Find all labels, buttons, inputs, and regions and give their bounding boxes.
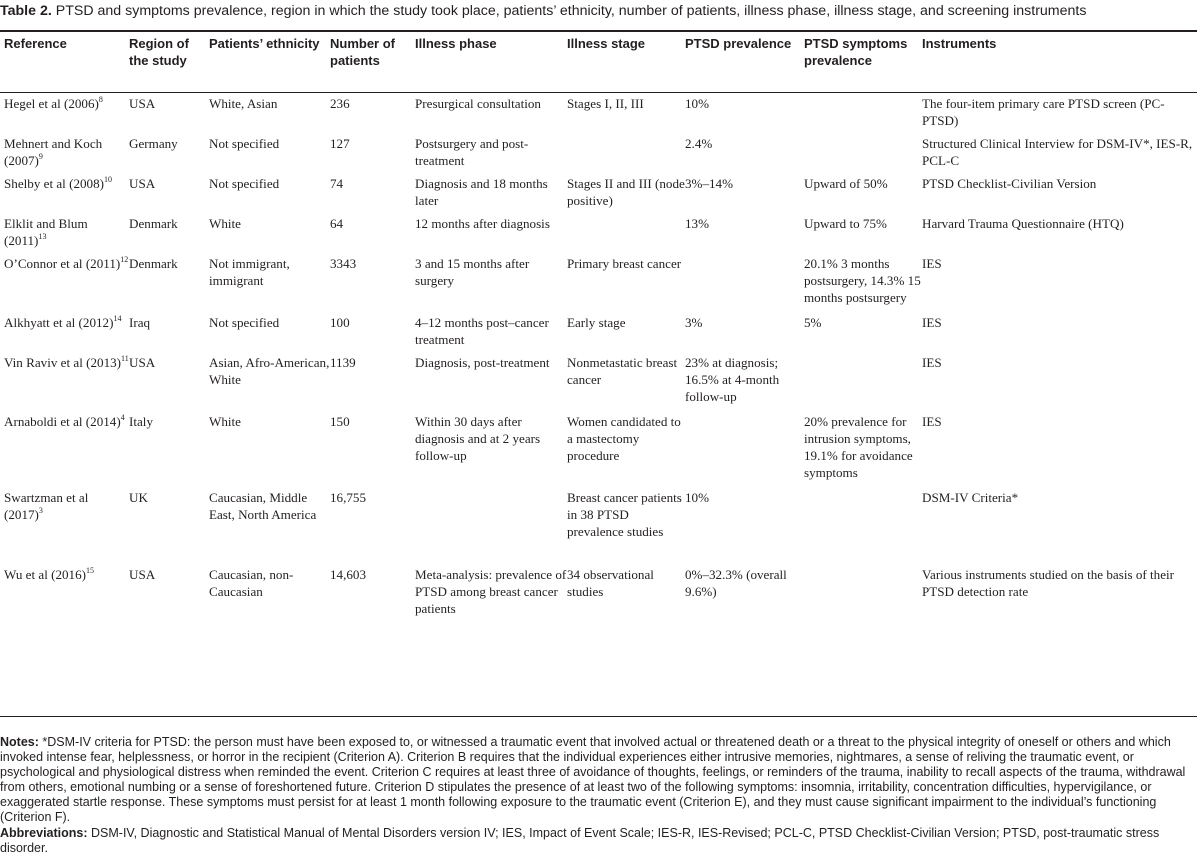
- cell-symptoms: [804, 89, 922, 129]
- reference-text: O’Connor et al (2011): [4, 256, 121, 271]
- cell-symptoms: 20% prevalence for intrusion symptoms, 19.1% for avoidance symptoms: [804, 414, 913, 480]
- cell-instruments: IES: [922, 256, 942, 271]
- cell-region: Iraq: [129, 315, 151, 330]
- cell-region: USA: [129, 355, 156, 370]
- column-header: Region of the study: [129, 36, 189, 68]
- reference-text: Mehnert and Koch (2007): [4, 136, 103, 168]
- reference-citation: 11: [121, 354, 129, 363]
- cell-stage: Stages II and III (node positive): [567, 176, 685, 208]
- cell-region: Denmark: [129, 216, 178, 231]
- cell-stage: 34 observational studies: [567, 567, 654, 599]
- column-header: Reference: [4, 36, 67, 51]
- cell-instruments: IES: [922, 414, 942, 429]
- cell-n: 150: [330, 414, 350, 429]
- table-row: [0, 129, 1197, 169]
- cell-region: USA: [129, 567, 156, 582]
- table-body: [0, 89, 1197, 637]
- reference-citation: 12: [120, 255, 129, 264]
- reference-citation: 4: [120, 413, 125, 422]
- cell-stage: Early stage: [567, 315, 626, 330]
- cell-n: 1139: [330, 355, 356, 370]
- table-bottom-rule: [0, 716, 1197, 717]
- cell-instruments: The four-item primary care PTSD screen (PC-PTSD): [922, 96, 1165, 128]
- column-header: Illness stage: [567, 36, 646, 51]
- cell-reference: [0, 560, 129, 637]
- reference-text: Vin Raviv et al (2013): [4, 355, 122, 370]
- cell-ethnicity: White, Asian: [209, 96, 278, 111]
- cell-symptoms: 20.1% 3 months postsurgery, 14.3% 15 months postsurgery: [804, 256, 921, 305]
- column-header: Instruments: [922, 36, 997, 51]
- reference-text: Elklit and Blum (2011): [4, 216, 88, 248]
- cell-n: 16,755: [330, 490, 367, 505]
- cell-phase: 4–12 months post–cancer treatment: [415, 315, 549, 347]
- cell-n: 3343: [330, 256, 357, 271]
- cell-ptsd: 23% at diagnosis; 16.5% at 4-month follow-up: [685, 355, 780, 404]
- reference-citation: 13: [38, 232, 47, 241]
- cell-symptoms: [804, 483, 922, 560]
- reference-text: Wu et al (2016): [4, 567, 87, 582]
- column-header: Number of patients: [330, 36, 395, 68]
- column-header: PTSD symptoms prevalence: [804, 36, 908, 68]
- reference-citation: 9: [38, 152, 43, 161]
- cell-phase: Diagnosis, post-treatment: [415, 355, 550, 370]
- reference-citation: 14: [113, 314, 122, 323]
- cell-ptsd: 2.4%: [685, 136, 713, 151]
- table-caption-label: Table 2.: [0, 3, 52, 19]
- cell-stage: [567, 129, 685, 169]
- reference-text: Arnaboldi et al (2014): [4, 414, 121, 429]
- table-row: [0, 560, 1197, 637]
- reference-text: Shelby et al (2008): [4, 176, 104, 191]
- cell-symptoms: 5%: [804, 315, 822, 330]
- cell-instruments: Structured Clinical Interview for DSM-IV*, IES-R, PCL-C: [922, 136, 1193, 168]
- cell-region: UK: [129, 490, 148, 505]
- cell-phase: Diagnosis and 18 months later: [415, 176, 548, 208]
- reference-citation: 3: [38, 506, 43, 515]
- table-footnotes: [0, 735, 1200, 856]
- cell-ethnicity: Not specified: [209, 136, 280, 151]
- cell-ptsd: [685, 249, 804, 308]
- cell-phase: Postsurgery and post-treatment: [415, 136, 529, 168]
- cell-phase: Presurgical consultation: [415, 96, 541, 111]
- cell-ethnicity: Asian, Afro-American, White: [209, 355, 330, 387]
- table-row: [0, 209, 1197, 249]
- cell-reference: [0, 209, 129, 249]
- table-row: [0, 308, 1197, 348]
- cell-reference: [0, 129, 129, 169]
- cell-stage: Primary breast cancer: [567, 256, 682, 271]
- cell-symptoms: [804, 129, 922, 169]
- cell-ethnicity: Caucasian, non-Caucasian: [209, 567, 294, 599]
- cell-ptsd: 10%: [685, 490, 710, 505]
- cell-n: 127: [330, 136, 350, 151]
- cell-n: 14,603: [330, 567, 367, 582]
- cell-instruments: Various instruments studied on the basis of their PTSD detection rate: [922, 567, 1175, 599]
- column-header: Illness phase: [415, 36, 497, 51]
- table-caption-text: PTSD and symptoms prevalence, region in which the study took place, patients’ ethnicity, number of patients, illness phase, illness stage, and screening instruments: [55, 3, 1087, 19]
- cell-region: USA: [129, 96, 156, 111]
- prevalence-table: [0, 32, 1197, 637]
- cell-reference: [0, 169, 129, 209]
- cell-n: 100: [330, 315, 350, 330]
- cell-ptsd: 13%: [685, 216, 710, 231]
- cell-region: Denmark: [129, 256, 178, 271]
- cell-ethnicity: Not immigrant, immigrant: [209, 256, 290, 288]
- table-row: [0, 407, 1197, 483]
- abbreviations-label: Abbreviations:: [0, 825, 88, 840]
- table-row: [0, 483, 1197, 560]
- reference-text: Hegel et al (2006): [4, 96, 99, 111]
- cell-phase: Meta-analysis: prevalence of PTSD among breast cancer patients: [415, 567, 567, 616]
- cell-region: USA: [129, 176, 156, 191]
- cell-ethnicity: Not specified: [209, 315, 280, 330]
- cell-n: 64: [330, 216, 344, 231]
- notes-label: Notes:: [0, 735, 39, 749]
- reference-citation: 8: [98, 95, 103, 104]
- cell-ethnicity: White: [209, 414, 241, 429]
- cell-phase: [415, 483, 567, 560]
- table-row: [0, 348, 1197, 407]
- table-header-row: [0, 32, 1197, 89]
- cell-ptsd: 3%–14%: [685, 176, 734, 191]
- cell-symptoms: Upward to 75%: [804, 216, 887, 231]
- cell-reference: [0, 348, 129, 407]
- table-row: [0, 89, 1197, 129]
- cell-ptsd: 3%: [685, 315, 703, 330]
- notes-text: *DSM-IV criteria for PTSD: the person must have been exposed to, or witnessed a traumatic event that involved actual or threatened death or a threat to the physical integrity of oneself or others and which invoked intense fear, helplessness, or horror in the recipient (Criterion A). Criterion B requires that the individual experiences either intrusive memories, nightmares, a sense of reliving the traumatic event, or psychological and physiological distress when reminded the event. Criterion C requires at least three of avoidance of thoughts, feelings, or reminders of the trauma, inability to recall aspects of the trauma, withdrawal from others, emotional numbing or a sense of foreshortened future. Criterion D stipulates the presence of at least two of the following symptoms: insomnia, irritability, concentration difficulties, hypervigilance, or exaggerated startle response. These symptoms must persist for at least 1 month following exposure to the traumatic event (Criterion E), and they must cause significant impairment to the individual’s functioning (Criterion F).: [0, 735, 1186, 825]
- cell-stage: Stages I, II, III: [567, 96, 644, 111]
- reference-citation: 10: [104, 175, 112, 184]
- abbreviations-text: DSM-IV, Diagnostic and Statistical Manual of Mental Disorders version IV; IES, Impact of Event Scale; IES-R, IES-Revised; PCL-C, PTSD Checklist-Civilian Version; PTSD, post-traumatic stress disorder.: [0, 825, 1160, 855]
- column-header: PTSD prevalence: [685, 36, 792, 51]
- cell-reference: [0, 308, 129, 348]
- cell-reference: [0, 89, 129, 129]
- cell-stage: [567, 209, 685, 249]
- cell-symptoms: Upward of 50%: [804, 176, 888, 191]
- cell-reference: [0, 483, 129, 560]
- cell-reference: [0, 407, 129, 483]
- notes-paragraph: [0, 735, 1200, 826]
- cell-region: Germany: [129, 136, 178, 151]
- cell-phase: 12 months after diagnosis: [415, 216, 550, 231]
- reference-text: Alkhyatt et al (2012): [4, 315, 114, 330]
- abbreviations-paragraph: [0, 826, 1200, 856]
- cell-n: 236: [330, 96, 350, 111]
- cell-n: 74: [330, 176, 344, 191]
- cell-ethnicity: Caucasian, Middle East, North America: [209, 490, 317, 522]
- cell-instruments: IES: [922, 315, 942, 330]
- cell-region: Italy: [129, 414, 153, 429]
- cell-ptsd: [685, 407, 804, 483]
- cell-ethnicity: White: [209, 216, 241, 231]
- cell-stage: Women candidated to a mastectomy procedure: [567, 414, 681, 463]
- cell-symptoms: [804, 560, 922, 637]
- cell-ptsd: 10%: [685, 96, 710, 111]
- cell-phase: Within 30 days after diagnosis and at 2 years follow-up: [415, 414, 541, 463]
- column-header: Patients’ ethnicity: [209, 36, 320, 51]
- cell-reference: [0, 249, 129, 308]
- cell-phase: 3 and 15 months after surgery: [415, 256, 530, 288]
- reference-text: Swartzman et al (2017): [4, 490, 89, 522]
- table-caption: [0, 2, 1200, 20]
- cell-ptsd: 0%–32.3% (overall 9.6%): [685, 567, 787, 599]
- cell-ethnicity: Not specified: [209, 176, 280, 191]
- cell-instruments: IES: [922, 355, 942, 370]
- cell-stage: Breast cancer patients in 38 PTSD prevalence studies: [567, 490, 682, 539]
- cell-instruments: DSM-IV Criteria*: [922, 490, 1019, 505]
- cell-instruments: PTSD Checklist-Civilian Version: [922, 176, 1097, 191]
- table-row: [0, 169, 1197, 209]
- reference-citation: 15: [86, 566, 95, 575]
- cell-symptoms: [804, 348, 922, 407]
- cell-instruments: Harvard Trauma Questionnaire (HTQ): [922, 216, 1124, 231]
- table-row: [0, 249, 1197, 308]
- cell-stage: Nonmetastatic breast cancer: [567, 355, 678, 387]
